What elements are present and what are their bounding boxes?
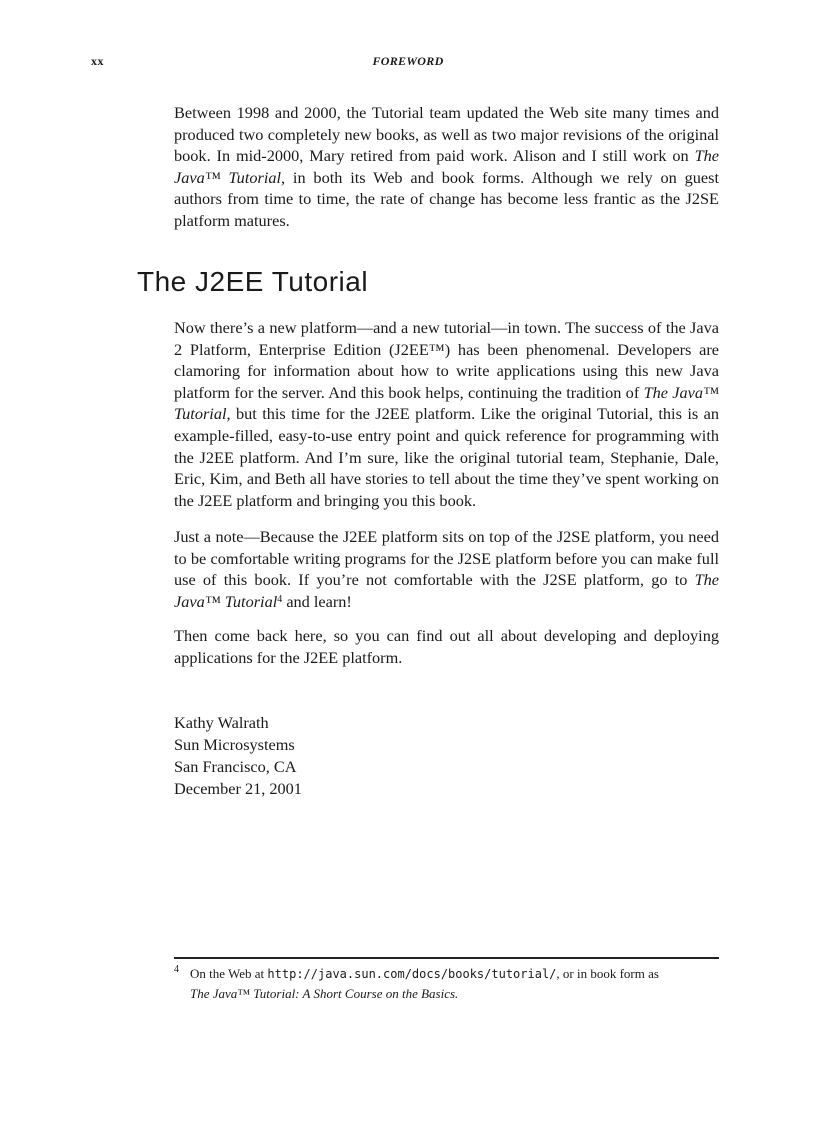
footnote-number: 4 bbox=[174, 964, 179, 975]
footnote-line-1 bbox=[174, 964, 719, 984]
book-title: The Java™ Tutorial bbox=[174, 382, 719, 424]
paragraph-note bbox=[174, 526, 719, 612]
signature-name: Kathy Walrath bbox=[174, 713, 269, 732]
text: Now there’s a new platform—and a new tutorial—in town. The success of the Java 2 Platform, Enterprise Edition (J2EE™) has been phenomenal. Developers are clamoring for information about how to write applications using this new Java platform for the server. And this book helps, continuing the tradition of bbox=[174, 318, 719, 402]
book-title: The Java™ Tutorial bbox=[174, 570, 719, 611]
paragraph-new-platform bbox=[174, 317, 719, 511]
text: , in both its Web and book forms. Although we rely on guest authors from time to time, the rate of change has become less frantic as the J2SE platform matures. bbox=[174, 167, 719, 230]
page-number: xx bbox=[91, 54, 104, 68]
book-title: The Java™ Tutorial bbox=[174, 146, 719, 187]
paragraph-come-back: Then come back here, so you can find out all about developing and deploying applications for the J2EE platform. bbox=[174, 626, 719, 667]
footnote-url: http://java.sun.com/docs/books/tutorial/ bbox=[267, 967, 557, 981]
footnote-book-title: The Java™ Tutorial: A Short Course on the Basics bbox=[190, 986, 456, 1001]
text: Just a note—Because the J2EE platform sits on top of the J2SE platform, you need to be comfortable writing programs for the J2SE platform before you can make full use of this book. If you’re not comfortable with the J2SE platform, go to bbox=[174, 527, 719, 590]
text: Between 1998 and 2000, the Tutorial team updated the Web site many times and produced two completely new books, as well as two major revisions of the original book. In mid-2000, Mary retired from paid work. Alison and I still work on bbox=[174, 103, 719, 166]
section-heading: The J2EE Tutorial bbox=[137, 266, 369, 297]
text: , but this time for the J2EE platform. Like the original Tutorial, this is an example-filled, easy-to-use entry point and quick reference for programming with the J2EE platform. And I’m sure, like the original tutorial team, Stephanie, Dale, Eric, Kim, and Beth all have stories to tell about the time they’ve spent working on the J2EE platform and bringing you this book. bbox=[174, 404, 719, 510]
running-header: FOREWORD bbox=[372, 54, 444, 68]
footnote-marker: 4 bbox=[277, 593, 283, 605]
signature-date: December 21, 2001 bbox=[174, 779, 302, 798]
paragraph-history bbox=[174, 102, 719, 232]
signature-location: San Francisco, CA bbox=[174, 757, 297, 776]
text: . bbox=[455, 986, 459, 1001]
signature-block bbox=[174, 712, 302, 800]
text: , or in book form as bbox=[556, 966, 659, 981]
signature-company: Sun Microsystems bbox=[174, 735, 295, 754]
text: On the Web at bbox=[190, 966, 268, 981]
footnote bbox=[174, 964, 719, 1003]
text: and learn! bbox=[282, 591, 352, 611]
footnote-divider bbox=[174, 957, 719, 959]
footnote-line-2 bbox=[174, 984, 719, 1003]
